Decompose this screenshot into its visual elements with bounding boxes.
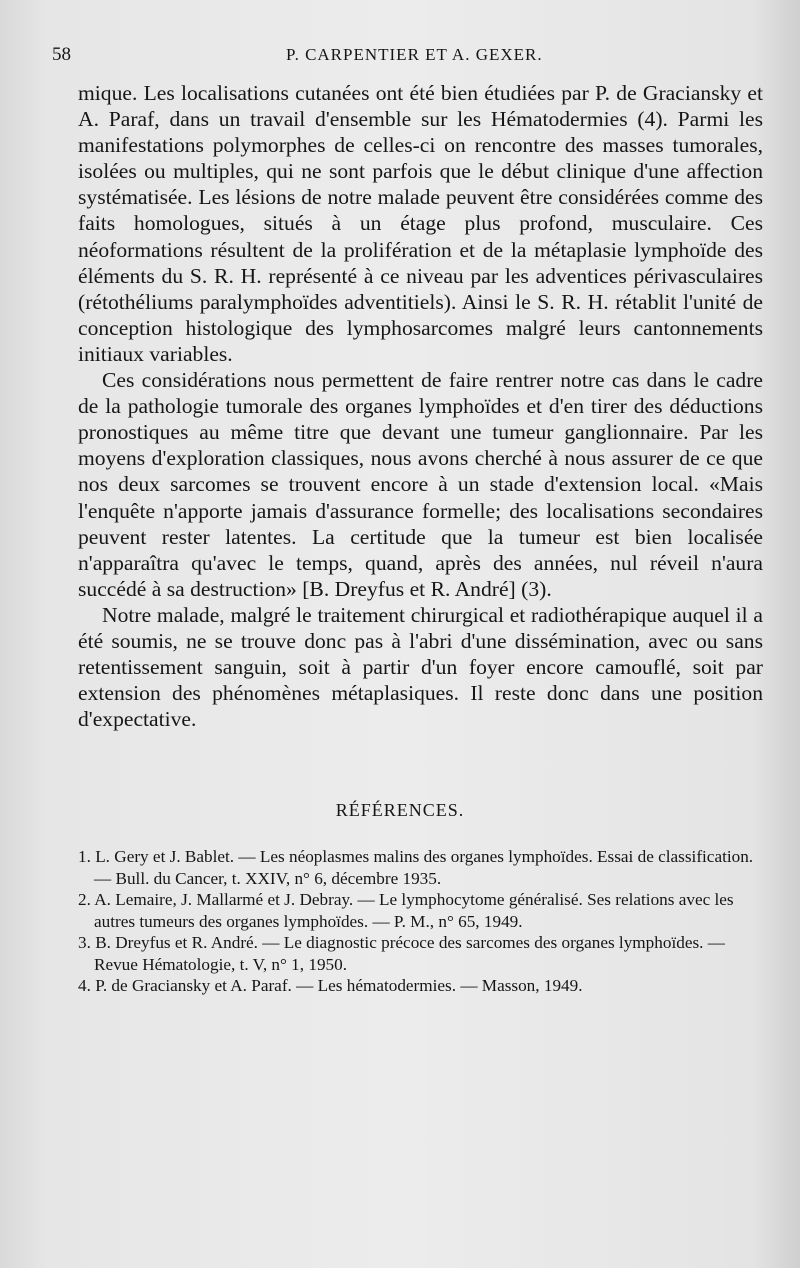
paragraph-1: mique. Les localisations cutanées ont été bien étudiées par P. de Graciansky et A. Paraf, dans un travail d'ensemble sur les Hématodermies (4). Parmi les manifestations polymorphes de celles-ci on rencontre des masses tumorales, isolées ou multiples, qui ne sont parfois que le début clinique d'une affection systématisée. Les lésions de notre malade peuvent être considérées comme des faits homologues, situés à un étage plus profond, musculaire. Ces néoformations résultent de la prolifération et de la métaplasie lymphoïde des éléments du S. R. H. représenté à ce niveau par les adventices périvasculaires (rétothéliums paralymphoïdes adventitiels). Ainsi le S. R. H. rétablit l'unité de conception histologique des lymphosarcomes malgré leurs cantonnements initiaux variables. — [78, 81, 763, 366]
reference-item: 2. A. Lemaire, J. Mallarmé et J. Debray. — Le lymphocytome généralisé. Ses relations avec les autres tumeurs des organes lymphoïdes. — P. M., n° 65, 1949. — [78, 890, 734, 931]
reference-item: 3. B. Dreyfus et R. André. — Le diagnostic précoce des sarcomes des organes lymphoïdes. — Revue Hématologie, t. V, n° 1, 1950. — [78, 933, 725, 974]
reference-item: 1. L. Gery et J. Bablet. — Les néoplasmes malins des organes lymphoïdes. Essai de classification. — Bull. du Cancer, t. XXIV, n° 6, décembre 1935. — [78, 847, 754, 888]
page-header — [52, 40, 760, 70]
page-number: 58 — [52, 44, 71, 65]
running-title: P. CARPENTIER ET A. GEXER. — [286, 45, 543, 64]
paragraph-3: Notre malade, malgré le traitement chirurgical et radiothérapique auquel il a été soumis, ne se trouve donc pas à l'abri d'une dissémination, avec ou sans retentissement sanguin, soit à partir d'un foyer encore camouflé, soit par extension des phénomènes métaplasiques. Il reste donc dans une position d'expectative. — [78, 602, 763, 732]
references-list — [78, 846, 763, 997]
reference-item: 4. P. de Graciansky et A. Paraf. — Les hématodermies. — Masson, 1949. — [78, 976, 583, 995]
references-heading: RÉFÉRENCES. — [335, 800, 465, 820]
body-text — [78, 80, 763, 732]
paragraph-2: Ces considérations nous permettent de faire rentrer notre cas dans le cadre de la pathologie tumorale des organes lymphoïdes et d'en tirer des déductions pronostiques au même titre que devant une tumeur ganglionnaire. Par les moyens d'exploration classiques, nous avons cherché à nous assurer de ce que nos deux sarcomes se trouvent encore à un stade d'extension local. «Mais l'enquête n'apporte jamais d'assurance formelle; des localisations secondaires peuvent rester latentes. La certitude que la tumeur est bien localisée n'apparaîtra qu'avec le temps, quand, après des années, nul réveil n'aura succédé à sa destruction» [B. Dreyfus et R. André] (3). — [78, 368, 763, 601]
